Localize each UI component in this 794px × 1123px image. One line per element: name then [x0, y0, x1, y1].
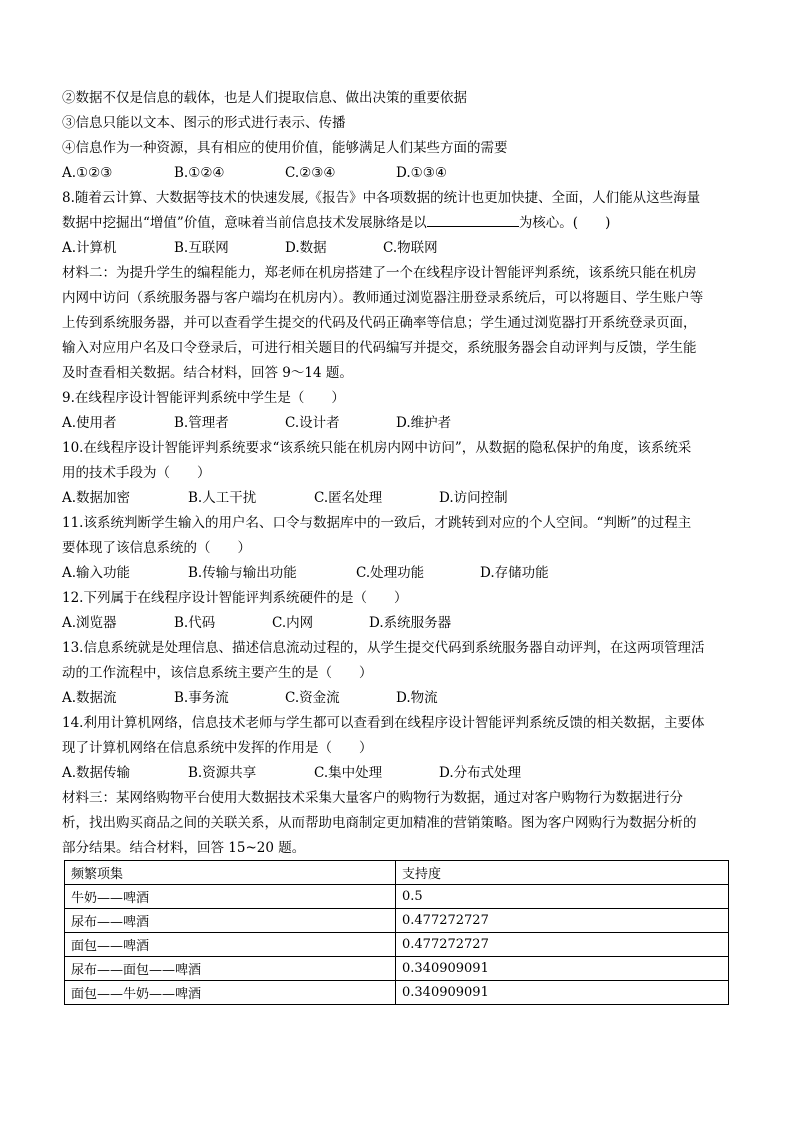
- q8-stem-line2: [62, 211, 732, 236]
- q9-stem: 9.在线程序设计智能评判系统中学生是（ ）: [62, 390, 345, 406]
- table-cell-itemset: 面包——啤酒: [65, 933, 396, 957]
- table-header-itemset: 频繁项集: [65, 861, 396, 885]
- q12-option-c[interactable]: C.内网: [272, 615, 314, 631]
- q14-options: [62, 761, 732, 786]
- q8-answer-blank[interactable]: [427, 212, 519, 227]
- q8-option-a[interactable]: A.计算机: [62, 240, 117, 256]
- q11-option-d[interactable]: D.存储功能: [480, 565, 549, 581]
- q10-options: [62, 486, 732, 511]
- q12-options: [62, 611, 732, 636]
- q10-stem-line1: 10.在线程序设计智能评判系统要求“该系统只能在机房内网中访问”，从数据的隐私保护的角度，该系统采: [62, 440, 692, 456]
- statement-3: ③信息只能以文本、图示的形式进行表示、传播: [62, 115, 346, 131]
- q12-stem: 12.下列属于在线程序设计智能评判系统硬件的是（ ）: [62, 590, 408, 606]
- q10-option-b[interactable]: B.人工干扰: [188, 490, 257, 506]
- q11-options: [62, 561, 732, 586]
- q8-options: [62, 236, 732, 261]
- q9-option-d[interactable]: D.维护者: [396, 415, 452, 431]
- table-row: [65, 981, 729, 1005]
- q9-option-c[interactable]: C.设计者: [285, 415, 340, 431]
- q12-option-b[interactable]: B.代码: [174, 615, 216, 631]
- table-header-support: 支持度: [396, 861, 729, 885]
- table-row: [65, 885, 729, 909]
- q12-option-a[interactable]: A.浏览器: [62, 615, 117, 631]
- q14-option-b[interactable]: B.资源共享: [188, 765, 257, 781]
- table-row: [65, 957, 729, 981]
- q13-option-d[interactable]: D.物流: [396, 690, 438, 706]
- material2-line: 材料二：为提升学生的编程能力，郑老师在机房搭建了一个在线程序设计智能评判系统，该系统只能在机房: [62, 265, 697, 281]
- table-cell-itemset: 牛奶——啤酒: [65, 885, 396, 909]
- q11-stem-line1: 11.该系统判断学生输入的用户名、口令与数据库中的一致后，才跳转到对应的个人空间。“判断”的过程主: [62, 515, 692, 531]
- table-row: [65, 909, 729, 933]
- frequent-itemsets-table: [64, 860, 729, 1005]
- q9-options: [62, 411, 732, 436]
- q13-options: [62, 686, 732, 711]
- q8-option-b[interactable]: B.互联网: [174, 240, 229, 256]
- table-cell-support: 0.5: [396, 885, 729, 909]
- q7-option-c[interactable]: C.②③④: [285, 165, 336, 181]
- material2-line: 内网中访问（系统服务器与客户端均在机房内）。教师通过浏览器注册登录系统后，可以将题目、学生账户等: [62, 290, 704, 306]
- q13-stem-line1: 13.信息系统就是处理信息、描述信息流动过程的，从学生提交代码到系统服务器自动评判，在这两项管理活: [62, 640, 705, 656]
- q10-option-a[interactable]: A.数据加密: [62, 490, 131, 506]
- q9-option-b[interactable]: B.管理者: [174, 415, 229, 431]
- table-cell-support: 0.340909091: [396, 957, 729, 981]
- q14-option-a[interactable]: A.数据传输: [62, 765, 131, 781]
- q7-option-b[interactable]: B.①②④: [174, 165, 225, 181]
- q13-stem-line2: 动的工作流程中，该信息系统主要产生的是（ ）: [62, 665, 373, 681]
- material3-line: 材料三：某网络购物平台使用大数据技术采集大量客户的购物行为数据，通过对客户购物行为数据进行分: [62, 790, 683, 806]
- q11-option-c[interactable]: C.处理功能: [356, 565, 425, 581]
- q7-option-a[interactable]: A.①②③: [62, 165, 113, 181]
- q7-option-d[interactable]: D.①③④: [396, 165, 447, 181]
- q12-option-d[interactable]: D.系统服务器: [369, 615, 452, 631]
- table-cell-itemset: 尿布——面包——啤酒: [65, 957, 396, 981]
- material3-line: 部分结果。结合材料，回答 15~20 题。: [62, 840, 306, 856]
- q10-stem-line2: 用的技术手段为（ ）: [62, 465, 211, 481]
- table-header-row: [65, 861, 729, 885]
- table-row: [65, 933, 729, 957]
- q9-option-a[interactable]: A.使用者: [62, 415, 117, 431]
- q13-option-a[interactable]: A.数据流: [62, 690, 117, 706]
- material2-line: 输入对应用户名及口令登录后，可进行相关题目的代码编写并提交，系统服务器会自动评判与反馈，学生能: [62, 340, 697, 356]
- material3-line: 析，找出购买商品之间的关联关系，从而帮助电商制定更加精准的营销策略。图为客户网购行为数据分析的: [62, 815, 697, 831]
- q10-option-d[interactable]: D.访问控制: [439, 490, 508, 506]
- material2-line: 上传到系统服务器，并可以查看学生提交的代码及代码正确率等信息；学生通过浏览器打开系统登录页面，: [62, 315, 697, 331]
- q14-stem-line1: 14.利用计算机网络，信息技术老师与学生都可以查看到在线程序设计智能评判系统反馈的相关数据，主要体: [62, 715, 705, 731]
- q14-option-d[interactable]: D.分布式处理: [439, 765, 522, 781]
- table-cell-support: 0.477272727: [396, 909, 729, 933]
- q8-stem-tail: 为核心。( ): [518, 215, 611, 231]
- q8-stem-text: 数据中挖掘出“增值”价值，意味着当前信息技术发展脉络是以: [62, 215, 427, 231]
- q13-option-c[interactable]: C.资金流: [285, 690, 340, 706]
- q8-stem-line1: 8.随着云计算、大数据等技术的快速发展,《报告》中各项数据的统计也更加快捷、全面，人们能从这些海量: [62, 190, 701, 206]
- q8-option-c[interactable]: C.物联网: [383, 240, 438, 256]
- q11-option-a[interactable]: A.输入功能: [62, 565, 131, 581]
- q11-stem-line2: 要体现了该信息系统的（ ）: [62, 540, 251, 556]
- table-cell-support: 0.477272727: [396, 933, 729, 957]
- statement-2: ②数据不仅是信息的载体，也是人们提取信息、做出决策的重要依据: [62, 90, 467, 106]
- material2-line: 及时查看相关数据。结合材料，回答 9～14 题。: [62, 365, 353, 381]
- q14-stem-line2: 现了计算机网络在信息系统中发挥的作用是（ ）: [62, 740, 373, 756]
- table-cell-itemset: 面包——牛奶——啤酒: [65, 981, 396, 1005]
- q11-option-b[interactable]: B.传输与输出功能: [188, 565, 297, 581]
- q10-option-c[interactable]: C.匿名处理: [314, 490, 383, 506]
- q13-option-b[interactable]: B.事务流: [174, 690, 229, 706]
- exam-page: [62, 86, 732, 861]
- q8-option-d[interactable]: D.数据: [285, 240, 327, 256]
- statement-4: ④信息作为一种资源，具有相应的使用价值，能够满足人们某些方面的需要: [62, 140, 508, 156]
- q14-option-c[interactable]: C.集中处理: [314, 765, 383, 781]
- table-cell-support: 0.340909091: [396, 981, 729, 1005]
- q7-options: [62, 161, 732, 186]
- table-cell-itemset: 尿布——啤酒: [65, 909, 396, 933]
